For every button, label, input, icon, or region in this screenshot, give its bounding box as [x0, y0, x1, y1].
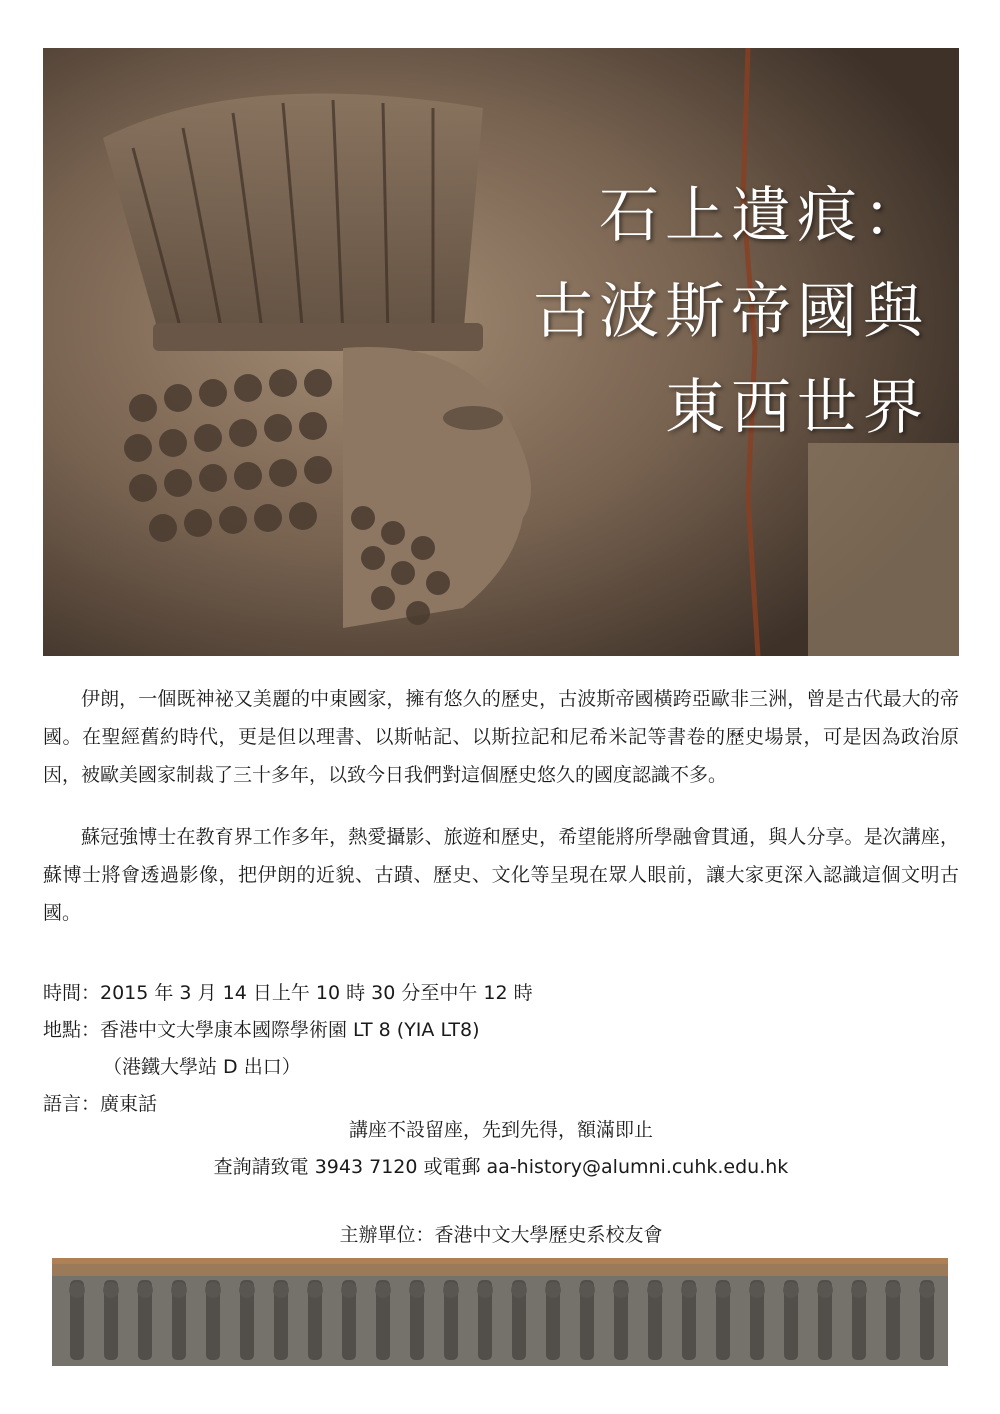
intro-text [43, 680, 959, 956]
organizer: 主辦單位：香港中文大學歷史系校友會 [339, 1224, 663, 1246]
event-venue-note: （港鐵大學站 D 出口） [103, 1056, 301, 1078]
seating-notice: 講座不設留座，先到先得，額滿即止 [348, 1119, 653, 1141]
enquiry-line: 查詢請致電 3943 7120 或電郵 aa-history@alumni.cuhk.edu.hk [213, 1156, 789, 1178]
poster-title [533, 168, 929, 456]
title-line-2: 古波斯帝國與 [533, 277, 929, 347]
title-line-3: 東西世界 [665, 373, 929, 443]
frieze-illustration [52, 1258, 948, 1366]
title-line-1: 石上遺痕： [599, 181, 929, 251]
event-time: 時間：2015 年 3 月 14 日上午 10 時 30 分至中午 12 時 [43, 982, 533, 1004]
intro-paragraph-1: 伊朗，一個既神祕又美麗的中東國家，擁有悠久的歷史，古波斯帝國橫跨亞歐非三洲，曾是古代最大的帝國。在聖經舊約時代，更是但以理書、以斯帖記、以斯拉記和尼希米記等書卷的歷史場景，可是因為政治原因，被歐美國家制裁了三十多年，以致今日我們對這個歷史悠久的國度認識不多。 [43, 688, 959, 786]
event-venue: 地點：香港中文大學康本國際學術園 LT 8 (YIA LT8) [43, 1019, 480, 1041]
event-language: 語言：廣東話 [43, 1093, 158, 1115]
frieze-banner [52, 1258, 948, 1366]
event-details [43, 975, 959, 1123]
hero-relief-photo [43, 48, 959, 656]
intro-paragraph-2: 蘇冠強博士在教育界工作多年，熱愛攝影、旅遊和歷史，希望能將所學融會貫通，與人分享。是次講座，蘇博士將會透過影像，把伊朗的近貌、古蹟、歷史、文化等呈現在眾人眼前，讓大家更深入認識這個文明古國。 [43, 826, 959, 924]
notice-block [43, 1112, 959, 1186]
